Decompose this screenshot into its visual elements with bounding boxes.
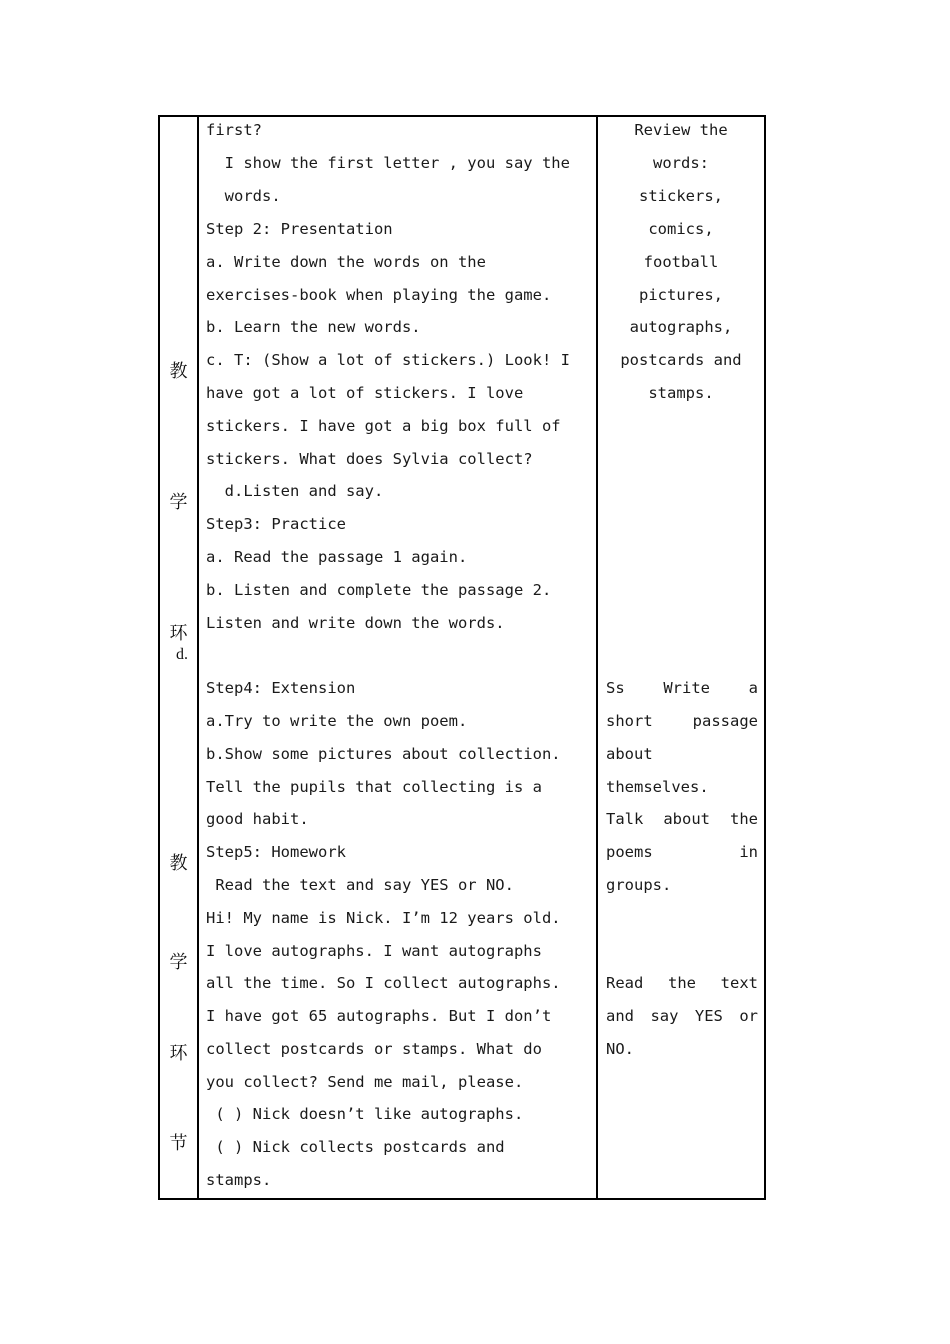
procedure-line: I have got 65 autographs. But I don’t: [206, 1007, 552, 1025]
activity-word: text: [720, 974, 758, 992]
activity-line: [606, 809, 758, 829]
section-label-char: 环: [169, 1043, 188, 1064]
activity-word: the: [730, 810, 758, 828]
review-line: pictures,: [639, 286, 723, 304]
review-line: autographs,: [629, 318, 733, 336]
activity-line: groups.: [606, 876, 672, 894]
section-label-char: 教: [169, 361, 188, 382]
section-label-char: 教: [169, 853, 188, 874]
procedure-line: Hi! My name is Nick. I’m 12 years old.: [206, 909, 561, 927]
activity-line: [606, 678, 758, 698]
section-label-char: 学: [169, 492, 188, 513]
review-line: comics,: [648, 220, 714, 238]
procedure-line: stickers. I have got a big box full of: [206, 417, 561, 435]
procedure-line: Step4: Extension: [206, 679, 356, 697]
activity-line: [606, 842, 758, 862]
review-line: postcards and: [620, 351, 742, 369]
section-label-char: 学: [169, 952, 188, 973]
procedure-line: d.Listen and say.: [206, 482, 384, 500]
review-line: Review the: [634, 121, 728, 139]
procedure-line: a. Write down the words on the: [206, 253, 486, 271]
review-line: words:: [653, 154, 709, 172]
procedure-line: ( ) Nick doesn’t like autographs.: [206, 1105, 524, 1123]
procedure-line: ( ) Nick collects postcards and: [206, 1138, 505, 1156]
activity-word: YES: [694, 1007, 723, 1025]
procedure-line: have got a lot of stickers. I love: [206, 384, 524, 402]
review-line: stickers,: [639, 187, 723, 205]
procedure-line: Step 2: Presentation: [206, 220, 393, 238]
procedure-line: b.Show some pictures about collection.: [206, 745, 561, 763]
procedure-line: exercises-book when playing the game.: [206, 286, 552, 304]
procedure-line: b. Listen and complete the passage 2.: [206, 581, 552, 599]
activity-word: or: [739, 1007, 758, 1025]
activity-line: [606, 711, 758, 731]
procedure-line: first?: [206, 121, 262, 139]
activity-word: in: [739, 843, 758, 861]
activity-word: a: [748, 679, 758, 697]
activity-word: about: [663, 810, 710, 828]
procedure-line: b. Learn the new words.: [206, 318, 421, 336]
procedure-line: you collect? Send me mail, please.: [206, 1073, 524, 1091]
procedure-line: all the time. So I collect autographs.: [206, 974, 561, 992]
procedure-line: words.: [206, 187, 281, 205]
procedure-line: I love autographs. I want autographs: [206, 942, 542, 960]
procedure-line: Tell the pupils that collecting is a: [206, 778, 542, 796]
procedure-line: c. T: (Show a lot of stickers.) Look! I: [206, 351, 570, 369]
activity-line: about: [606, 745, 653, 763]
activity-word: poems: [606, 843, 653, 861]
activity-word: the: [668, 974, 696, 992]
section-label-char: 环: [169, 623, 188, 644]
section-label-char: 节: [169, 1133, 188, 1154]
activity-word: short: [606, 712, 653, 730]
procedure-line: stamps.: [206, 1171, 272, 1189]
activity-word: and: [606, 1007, 634, 1025]
activity-word: say: [650, 1007, 679, 1025]
procedure-line: Listen and write down the words.: [206, 614, 505, 632]
activity-word: Talk: [606, 810, 644, 828]
procedure-line: collect postcards or stamps. What do: [206, 1040, 542, 1058]
activity-line: themselves.: [606, 778, 709, 796]
activity-word: Write: [663, 679, 710, 697]
procedure-line: I show the first letter , you say the: [206, 154, 570, 172]
activity-word: passage: [692, 712, 758, 730]
procedure-line: Step3: Practice: [206, 515, 346, 533]
activity-line: [606, 1006, 758, 1026]
column-divider-2: [596, 117, 598, 1198]
activity-line: [606, 973, 758, 993]
procedure-line: stickers. What does Sylvia collect?: [206, 450, 533, 468]
procedure-line: Read the text and say YES or NO.: [206, 876, 514, 894]
activity-line: NO.: [606, 1040, 634, 1058]
section-label-char: d.: [176, 646, 188, 663]
review-line: stamps.: [648, 384, 714, 402]
procedure-line: a. Read the passage 1 again.: [206, 548, 468, 566]
activity-word: Read: [606, 974, 644, 992]
procedure-line: Step5: Homework: [206, 843, 346, 861]
procedure-line: a.Try to write the own poem.: [206, 712, 468, 730]
review-line: football: [643, 253, 719, 271]
lesson-table: [158, 115, 766, 1200]
procedure-line: good habit.: [206, 810, 309, 828]
activity-word: Ss: [606, 679, 625, 697]
